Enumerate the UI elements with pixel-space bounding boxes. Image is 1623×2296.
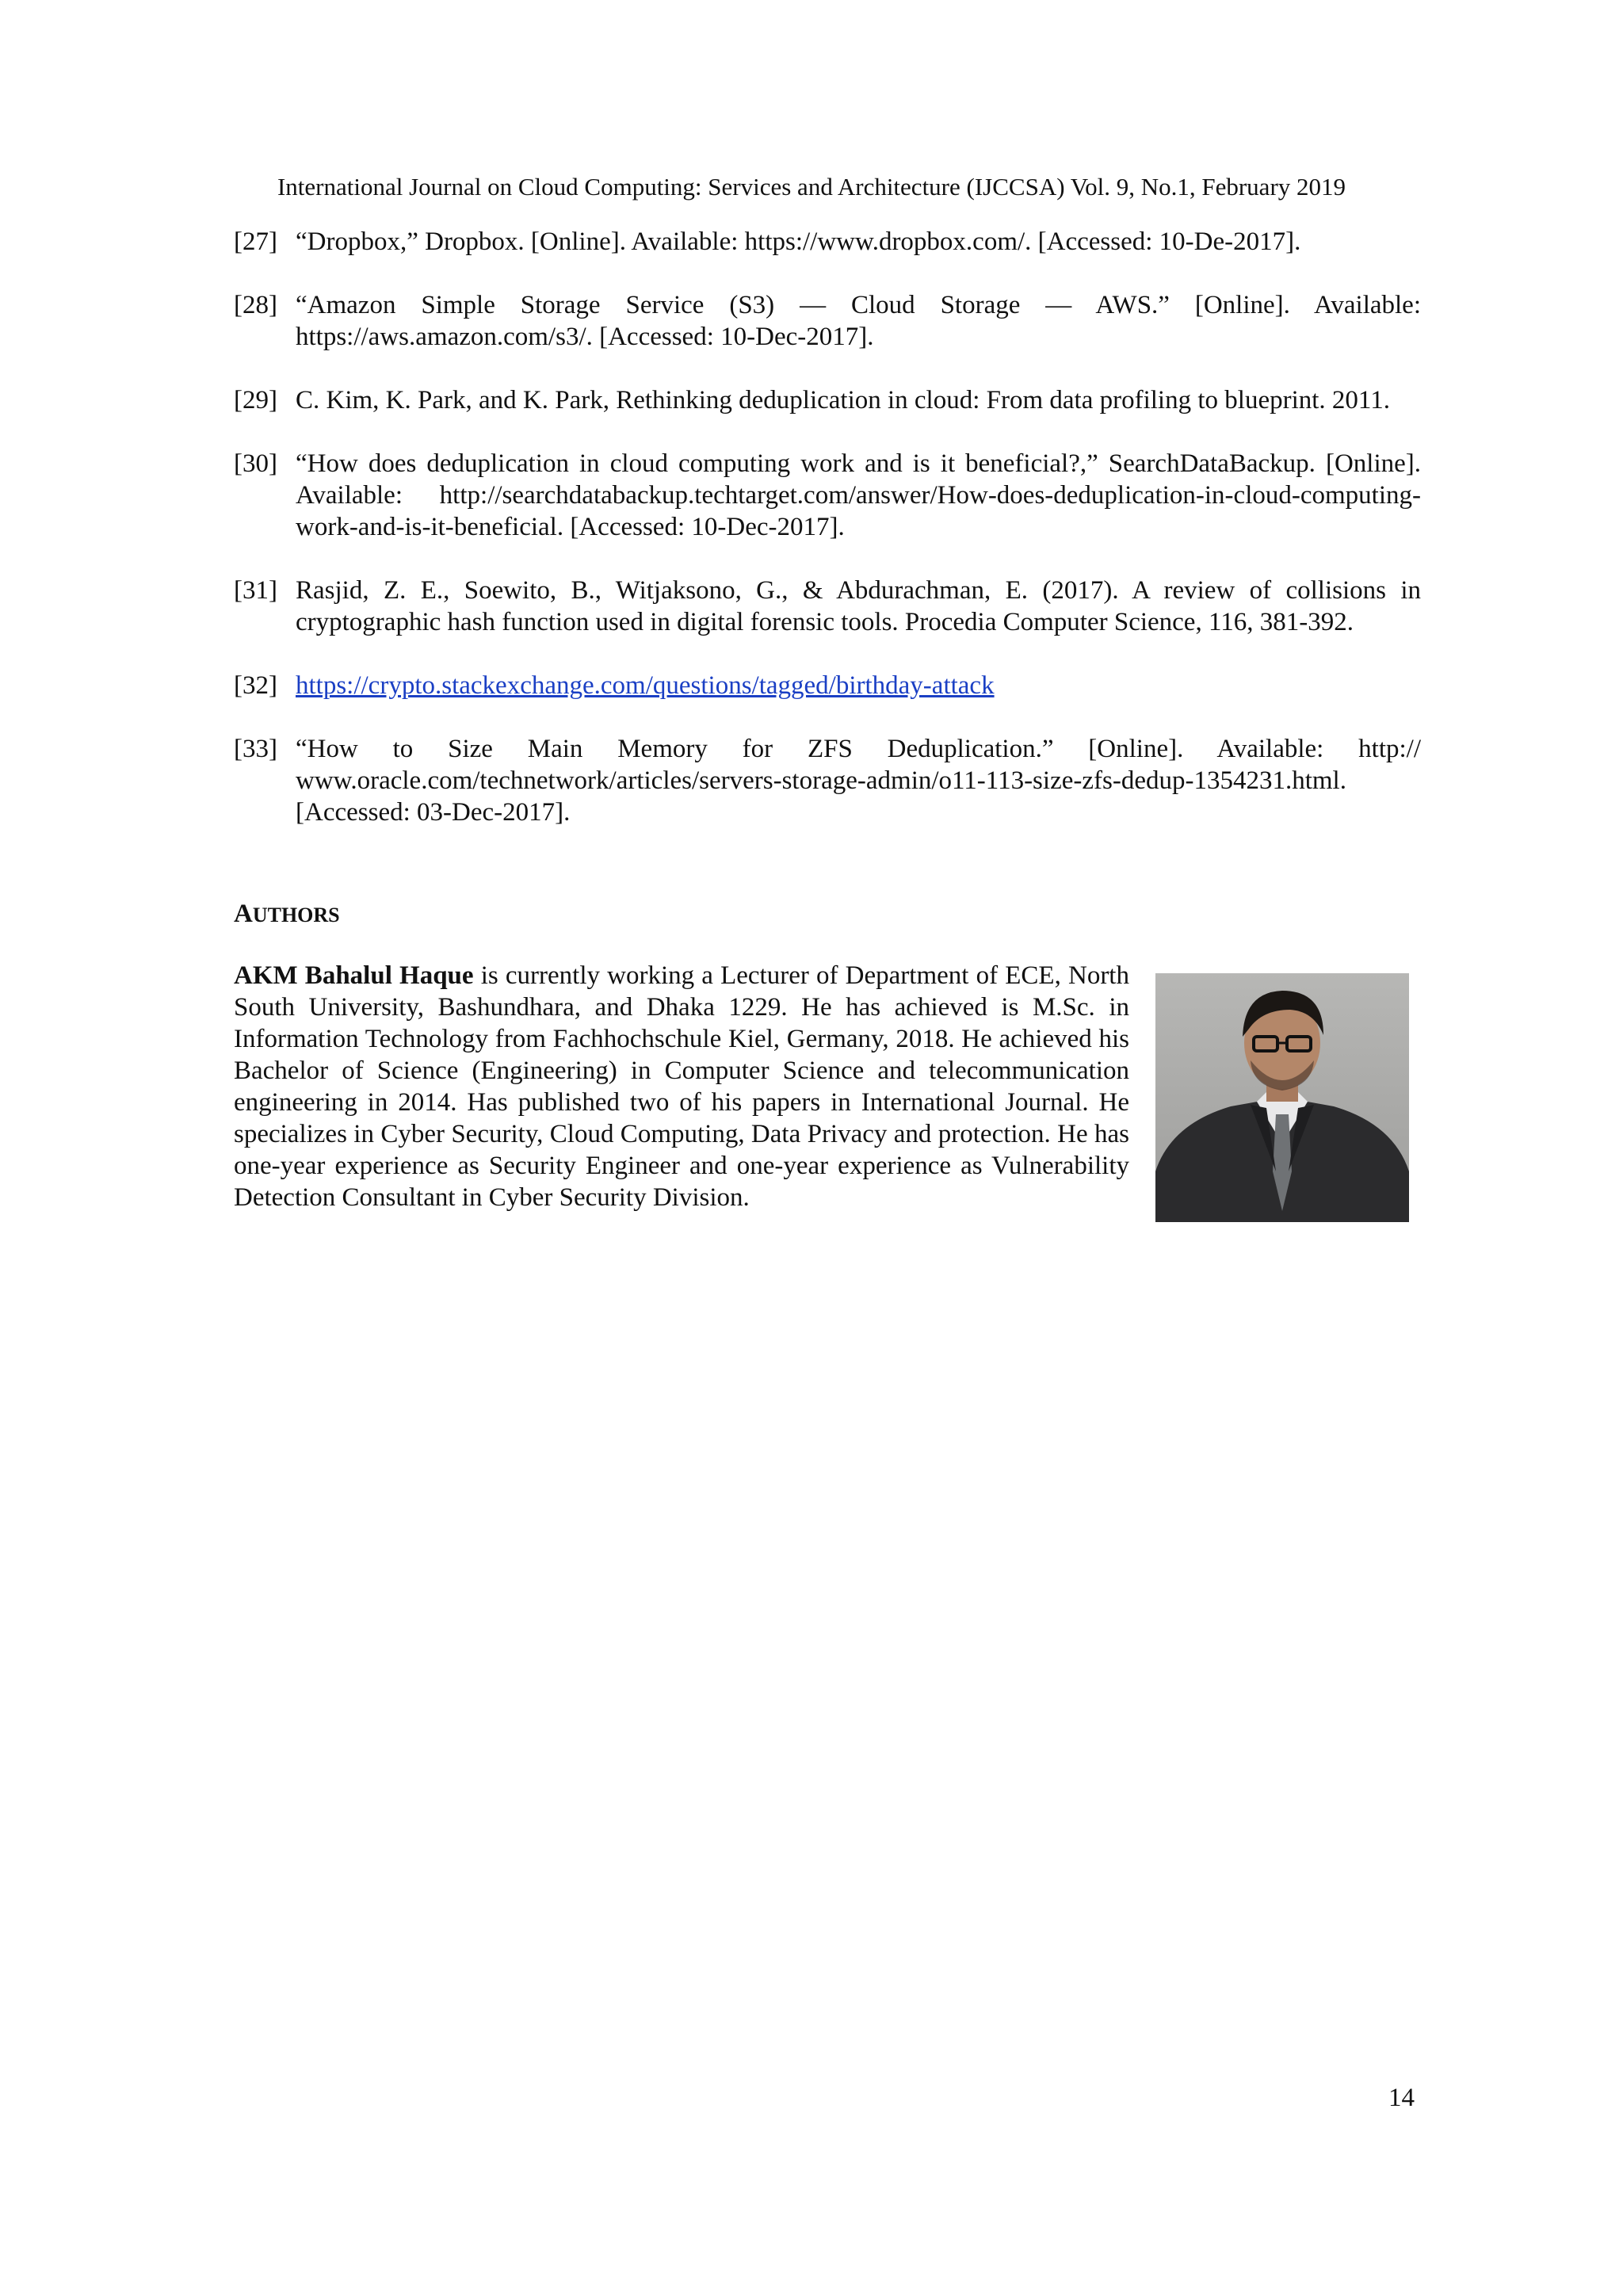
reference-item <box>234 289 1421 353</box>
authors-heading: AUTHORS <box>234 900 340 928</box>
running-header: International Journal on Cloud Computing: Services and Architecture (IJCCSA) Vol. 9, No.1, February 2019 <box>277 173 1346 201</box>
author-photo <box>1155 973 1409 1222</box>
reference-item <box>234 670 1421 701</box>
author-portrait-icon <box>1155 973 1409 1222</box>
author-bio <box>234 960 1129 1213</box>
reference-item <box>234 226 1421 258</box>
reference-link[interactable]: https://crypto.stackexchange.com/questions/tagged/birthday-attack <box>296 671 995 700</box>
author-name: AKM Bahalul Haque <box>234 961 474 990</box>
page-number: 14 <box>1388 2084 1415 2112</box>
reference-item <box>234 575 1421 638</box>
reference-text: “How does deduplication in cloud computing work and is it beneficial?,” SearchDataBackup. [Online]. Available: http://searchdatabackup.techtarget.com/answer/How-does-deduplication-in-cloud-computing-work-and-is-it-beneficial. [Accessed: 10-Dec-2017]. <box>296 449 1421 541</box>
reference-number: [31] <box>234 576 277 605</box>
reference-text: C. Kim, K. Park, and K. Park, Rethinking deduplication in cloud: From data profiling to blueprint. 2011. <box>296 386 1390 415</box>
reference-number: [27] <box>234 227 277 256</box>
reference-item <box>234 384 1421 416</box>
reference-number: [29] <box>234 386 277 415</box>
reference-text: “Amazon Simple Storage Service (S3) — Cloud Storage — AWS.” [Online]. Available: https://aws.amazon.com/s3/. [Accessed: 10-Dec-2017]. <box>296 291 1421 351</box>
reference-list <box>234 226 1421 860</box>
reference-item <box>234 448 1421 543</box>
reference-number: [32] <box>234 671 277 700</box>
reference-number: [30] <box>234 449 277 478</box>
reference-text: “Dropbox,” Dropbox. [Online]. Available: https://www.dropbox.com/. [Accessed: 10-De-2017]. <box>296 227 1301 256</box>
author-bio-text: is currently working a Lecturer of Department of ECE, North South University, Bashundhara, and Dhaka 1229. He has achieved is M.Sc. in Information Technology from Fachhochschule Kiel, Germany, 2018. He achieved his Bachelor of Science (Engineering) in Computer Science and telecommunication engineering in 2014. Has published two of his papers in International Journal. He specializes in Cyber Security, Cloud Computing, Data Privacy and protection. He has one-year experience as Security Engineer and one-year experience as Vulnerability Detection Consultant in Cyber Security Division. <box>234 961 1129 1212</box>
reference-number: [28] <box>234 291 277 319</box>
reference-text: Rasjid, Z. E., Soewito, B., Witjaksono, G., & Abdurachman, E. (2017). A review of collisions in cryptographic hash function used in digital forensic tools. Procedia Computer Science, 116, 381-392. <box>296 576 1421 636</box>
reference-number: [33] <box>234 735 277 763</box>
reference-text: “How to Size Main Memory for ZFS Deduplication.” [Online]. Available: http:// www.oracle.com/technetwork/articles/servers-storage-admin/o11-113-size-zfs-dedup-1354231.html. [Accessed: 03-Dec-2017]. <box>296 735 1421 827</box>
reference-item <box>234 733 1421 828</box>
